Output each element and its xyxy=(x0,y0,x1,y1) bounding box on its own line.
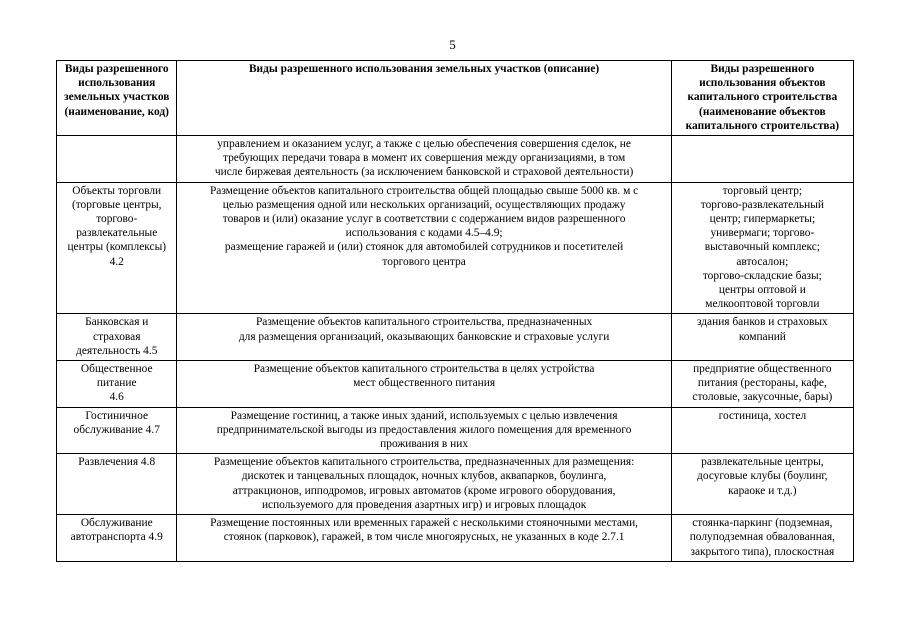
cell-line: Размещение объектов капитального строительства, предназначенных для размещения: xyxy=(213,456,635,469)
cell-line: торгово-складские базы; xyxy=(702,269,822,282)
capital-objects-cell xyxy=(671,136,853,183)
land-use-description-cell xyxy=(177,515,671,562)
header-capital-objects xyxy=(671,61,853,136)
land-use-name-cell xyxy=(57,407,177,454)
cell-line: стоянок (парковок), гаражей, в том числе многоярусных, не указанных в коде 2.7.1 xyxy=(223,531,625,544)
cell-line: автосалон; xyxy=(736,255,789,268)
cell-line: требующих передачи товара в момент их совершения между организациями, в том xyxy=(222,152,626,165)
table-row xyxy=(57,361,854,408)
cell-line: Виды разрешенного xyxy=(64,63,169,75)
capital-objects-cell xyxy=(671,407,853,454)
cell-line: предприятие общественного xyxy=(693,363,832,376)
cell-line: использования xyxy=(78,77,156,90)
capital-objects-cell xyxy=(671,182,853,314)
land-use-table xyxy=(56,60,854,562)
cell-line: торговый центр; xyxy=(722,184,803,197)
cell-line: Объекты торговли xyxy=(72,184,162,197)
cell-line: (наименование, код) xyxy=(64,105,169,118)
land-use-description-cell xyxy=(177,407,671,454)
cell-line: капитального строительства xyxy=(687,91,838,104)
cell-line: Гостиничное xyxy=(85,409,149,422)
cell-line: обслуживание 4.7 xyxy=(73,423,160,436)
cell-line: товаров и (или) оказание услуг в соответствии с содержанием видов разрешенного xyxy=(222,213,626,226)
cell-line: аттракционов, ипподромов, игровых автоматов (кроме игрового оборудования, xyxy=(232,484,616,497)
cell-line: питания (рестораны, кафе, xyxy=(697,377,827,390)
cell-line: выставочный комплекс; xyxy=(704,241,821,254)
capital-objects-cell xyxy=(671,314,853,361)
cell-line: используемого для проведения азартных игр) и игровых площадок xyxy=(261,498,587,511)
cell-line: числе биржевая деятельность (за исключением банковской и страховой деятельности) xyxy=(214,166,634,179)
cell-line: Виды разрешенного использования земельных участков (описание) xyxy=(248,63,600,75)
land-use-name-cell xyxy=(57,515,177,562)
cell-line: стоянка-паркинг (подземная, xyxy=(692,517,833,530)
capital-objects-cell xyxy=(671,454,853,515)
land-use-name-cell xyxy=(57,314,177,361)
cell-line: компаний xyxy=(738,330,786,343)
table-row xyxy=(57,515,854,562)
cell-line: центры оптовой и xyxy=(718,284,806,297)
land-use-name-cell xyxy=(57,182,177,314)
table-row xyxy=(57,407,854,454)
cell-line: столовые, закусочные, бары) xyxy=(692,391,833,404)
cell-line: торгово- xyxy=(96,213,138,226)
cell-line: предпринимательской выгоды из предоставления жилого помещения для временного xyxy=(216,423,632,436)
cell-line: питание xyxy=(96,377,137,390)
cell-line: 4.6 xyxy=(109,391,124,404)
table-row xyxy=(57,454,854,515)
land-use-description-cell xyxy=(177,314,671,361)
land-use-name-cell xyxy=(57,361,177,408)
land-use-description-cell xyxy=(177,454,671,515)
cell-line: для размещения организаций, оказывающих банковские и страховые услуги xyxy=(238,330,610,343)
header-land-use-name xyxy=(57,61,177,136)
land-use-description-cell xyxy=(177,182,671,314)
land-use-name-cell xyxy=(57,454,177,515)
cell-line: проживания в них xyxy=(380,438,469,451)
cell-line: Банковская и xyxy=(85,316,149,329)
cell-line: развлекательные xyxy=(76,227,158,240)
cell-line: караоке и т.д.) xyxy=(728,484,797,497)
cell-line: деятельность 4.5 xyxy=(76,344,158,357)
cell-line: Размещение объектов капитального строительства в целях устройства xyxy=(253,363,595,376)
cell-line: управлением и оказанием услуг, а также с целью обеспечения совершения сделок, не xyxy=(217,138,631,151)
cell-line: (наименование объектов xyxy=(699,105,826,118)
cell-line: Виды разрешенного xyxy=(710,63,815,75)
capital-objects-cell xyxy=(671,361,853,408)
page-number: 5 xyxy=(449,37,456,52)
cell-line: автотранспорта 4.9 xyxy=(70,531,163,544)
cell-line: полуподземная обвалованная, xyxy=(689,531,835,544)
cell-line: Размещение объектов капитального строительства, предназначенных xyxy=(255,316,593,329)
cell-line: использования с кодами 4.5–4.9; xyxy=(345,227,503,240)
cell-line: (торговые центры, xyxy=(71,198,162,211)
cell-line: мест общественного питания xyxy=(353,377,496,390)
cell-line: универмаги; торгово- xyxy=(710,227,815,240)
cell-line: размещение гаражей и (или) стоянок для автомобилей сотрудников и посетителей xyxy=(224,241,624,254)
cell-line: Размещение гостиниц, а также иных зданий, используемых с целью извлечения xyxy=(230,409,618,422)
land-use-name-cell xyxy=(57,136,177,183)
cell-line: досуговые клубы (боулинг, xyxy=(697,470,828,483)
table-row xyxy=(57,136,854,183)
land-use-description-cell xyxy=(177,136,671,183)
cell-line: закрытого типа), плоскостная xyxy=(690,545,835,558)
table-header-row xyxy=(57,61,854,136)
cell-line: гостиница, хостел xyxy=(718,409,807,422)
capital-objects-cell xyxy=(671,515,853,562)
cell-line: Размещение постоянных или временных гаражей с несколькими стояночными местами, xyxy=(210,517,639,530)
cell-line: земельных участков xyxy=(64,91,170,104)
cell-line: капитального строительства) xyxy=(685,119,840,132)
cell-line: Общественное xyxy=(80,363,153,376)
cell-line: центр; гипермаркеты; xyxy=(709,213,816,226)
cell-line: целью размещения одной или нескольких организаций, осуществляющих продажу xyxy=(222,198,626,211)
cell-line: Развлечения 4.8 xyxy=(78,456,156,469)
cell-line: Размещение объектов капитального строительства общей площадью свыше 5000 кв. м с xyxy=(209,184,639,197)
cell-line: торгового центра xyxy=(382,255,466,268)
cell-line: торгово-развлекательный xyxy=(700,198,824,211)
table-row xyxy=(57,314,854,361)
cell-line: использования объектов xyxy=(699,77,826,90)
cell-line: центры (комплексы) xyxy=(67,241,167,254)
cell-line: страховая xyxy=(93,330,141,343)
table-row xyxy=(57,182,854,314)
cell-line: Обслуживание xyxy=(80,517,153,530)
cell-line: мелкооптовой торговли xyxy=(705,298,820,311)
header-land-use-description xyxy=(177,61,671,136)
cell-line: здания банков и страховых xyxy=(696,316,828,329)
cell-line: развлекательные центры, xyxy=(701,456,824,469)
land-use-description-cell xyxy=(177,361,671,408)
cell-line: 4.2 xyxy=(109,255,124,268)
cell-line: дискотек и танцевальных площадок, ночных клубов, аквапарков, боулинга, xyxy=(241,470,607,483)
